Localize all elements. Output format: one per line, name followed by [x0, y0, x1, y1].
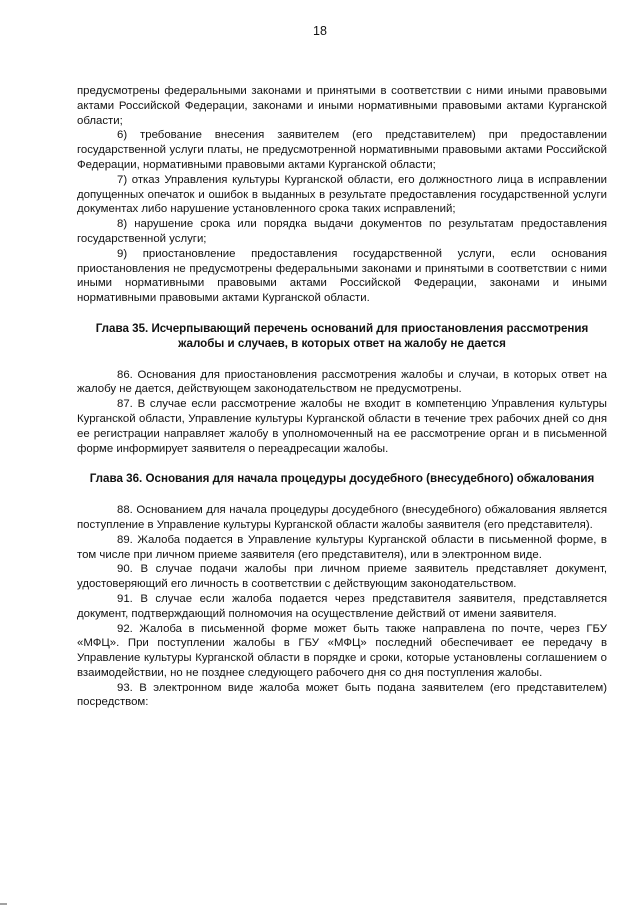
list-item: 9) приостановление предоставления государственной услуги, если основания приостановления не предусмотрены федеральными законами и принятыми в соответствии с ними иными нормативными правовыми актами Российской Федерации, законами и иными нормативными правовыми актами Курганской области.: [77, 247, 607, 305]
list-item: 8) нарушение срока или порядка выдачи документов по результатам предоставления государственной услуги;: [77, 218, 607, 245]
paragraph-87: 87. В случае если рассмотрение жалобы не входит в компетенцию Управления культуры Курганской области, Управление культуры Курганской области в течение трех рабочих дней со дня ее регистрации направляет жалобу в уполномоченный на ее рассмотрение орган и в письменной форме информирует заявителя о переадресации жалобы.: [77, 398, 607, 455]
page-number: 18: [313, 24, 327, 38]
paragraph-90: 90. В случае подачи жалобы при личном приеме заявитель представляет документ, удостоверяющий его личность в соответствии с действующим законодательством.: [77, 563, 607, 591]
chapter-36-title: Глава 36. Основания для начала процедуры досудебного (внесудебного) обжалования: [89, 472, 595, 486]
intro-paragraph: предусмотрены федеральными законами и принятыми в соответствии с ними иными правовыми актами Российской Федерации, законами и иными нормативными правовыми актами Курганской области;: [77, 85, 607, 127]
list-item: 6) требование внесения заявителем (его представителем) при предоставлении государственной услуги платы, не предусмотренной нормативными правовыми актами Российской Федерации, нормативными правовыми актами Курганской области;: [77, 129, 607, 171]
chapter-35-title: Глава 35. Исчерпывающий перечень оснований для приостановления рассмотрения жалобы и случаев, в которых ответ на жалобу не дается: [95, 321, 589, 350]
paragraph-93: 93. В электронном виде жалоба может быть подана заявителем (его представителем) посредством:: [77, 681, 607, 709]
scan-corner-mark: [0, 897, 8, 905]
paragraph-91: 91. В случае если жалоба подается через представителя заявителя, представляется документ, подтверждающий полномочия на осуществление действий от имени заявителя.: [77, 592, 607, 620]
document-body: [77, 84, 607, 710]
paragraph-89: 89. Жалоба подается в Управление культуры Курганской области в письменной форме, в том числе при личном приеме заявителя (его представителя), или в электронном виде.: [77, 533, 607, 561]
paragraph-86: 86. Основания для приостановления рассмотрения жалобы и случаи, в которых ответ на жалобу не дается, действующем законодательством не предусмотрены.: [77, 368, 607, 396]
paragraph-92: 92. Жалоба в письменной форме может быть также направлена по почте, через ГБУ «МФЦ». При поступлении жалобы в ГБУ «МФЦ» последний обеспечивает ее передачу в Управление культуры Курганской области в порядке и сроки, которые установлены соглашением о взаимодействии, но не позднее следующего рабочего дня со дня поступления жалобы.: [77, 622, 607, 679]
list-item: 7) отказ Управления культуры Курганской области, его должностного лица в исправлении допущенных опечаток и ошибок в выданных в результате предоставления государственной услуги документах либо нарушение установленного срока таких исправлений;: [77, 173, 607, 216]
paragraph-88: 88. Основанием для начала процедуры досудебного (внесудебного) обжалования является поступление в Управление культуры Курганской области жалобы заявителя (его представителя).: [77, 504, 607, 531]
